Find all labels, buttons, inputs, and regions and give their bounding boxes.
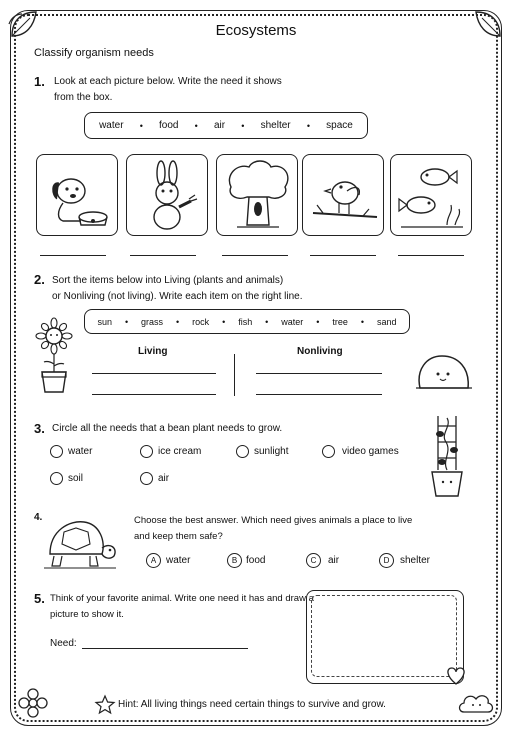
need-answer-line[interactable] — [82, 648, 248, 649]
q1-number: 1. — [34, 74, 45, 89]
q4-text-line2: and keep them safe? — [134, 531, 223, 542]
q5-text-line1: Think of your favorite animal. Write one need it has and draw a — [50, 593, 314, 604]
cloud-icon — [456, 690, 496, 718]
rock-icon — [414, 350, 474, 394]
word-bank-item: water — [99, 120, 124, 131]
q4-choice-label: water — [166, 555, 191, 566]
q1-answer-line[interactable] — [40, 255, 106, 256]
q3-option-label: air — [158, 473, 170, 484]
bean-plant-pot-icon — [424, 412, 470, 500]
nonliving-answer-line[interactable] — [256, 394, 382, 395]
word-bank-item: shelter — [260, 120, 291, 131]
word-bank-item: grass — [141, 316, 164, 327]
picture-box-bird — [302, 154, 384, 236]
q3-text: Circle all the needs that a bean plant needs to grow. — [52, 423, 283, 434]
q1-text-line1: Look at each picture below. Write the need it shows — [54, 76, 282, 87]
q4-choice-letter[interactable]: A — [146, 553, 161, 568]
q2-text-line2: or Nonliving (not living). Write each item on the right line. — [52, 291, 303, 302]
q1-answer-line[interactable] — [222, 255, 288, 256]
q3-option-circle[interactable] — [322, 445, 335, 458]
q3-number: 3. — [34, 421, 45, 436]
q3-option-label: soil — [68, 473, 84, 484]
q3-option-circle[interactable] — [140, 445, 153, 458]
q3-option-label: ice cream — [158, 446, 202, 457]
q1-word-bank: water • food • air • shelter • space — [84, 112, 368, 139]
picture-box-puppy — [36, 154, 118, 236]
q1-answer-line[interactable] — [310, 255, 376, 256]
picture-box-tree — [216, 154, 298, 236]
q1-answer-line[interactable] — [398, 255, 464, 256]
living-answer-line[interactable] — [92, 373, 216, 374]
q2-word-bank: sun • grass • rock • fish • water • tree • sand — [84, 309, 410, 334]
q4-text-line1: Choose the best answer. Which need gives animals a place to live — [134, 515, 413, 526]
flower-corner-icon — [16, 686, 50, 720]
drawing-box[interactable] — [306, 590, 464, 684]
q1-answer-line[interactable] — [130, 255, 196, 256]
q3-option-label: video games — [342, 446, 399, 457]
star-icon — [94, 694, 116, 716]
picture-box-bunny — [126, 154, 208, 236]
need-label: Need: — [50, 638, 77, 649]
heart-icon — [444, 664, 468, 686]
q4-number: 4. — [34, 512, 43, 523]
bird-branch-icon — [303, 155, 385, 237]
word-bank-item: sand — [376, 316, 397, 327]
q3-option-circle[interactable] — [50, 445, 63, 458]
turtle-icon — [40, 514, 120, 572]
q4-choice-letter[interactable]: D — [379, 553, 394, 568]
q4-choice-letter[interactable]: C — [306, 553, 321, 568]
q2-text-line1: Sort the items below into Living (plants and animals) — [52, 275, 284, 286]
living-answer-line[interactable] — [92, 394, 216, 395]
q4-choice-label: food — [246, 555, 266, 566]
q2-number: 2. — [34, 272, 45, 287]
q4-choice-label: shelter — [400, 555, 431, 566]
word-bank-item: food — [159, 120, 179, 131]
living-label: Living — [138, 346, 168, 357]
word-bank-item: sun — [97, 316, 112, 327]
q3-option-circle[interactable] — [236, 445, 249, 458]
drawing-box-inner — [311, 595, 457, 677]
picture-box-fish — [390, 154, 472, 236]
word-bank-item: water — [281, 316, 304, 327]
word-bank-item: rock — [192, 316, 210, 327]
q5-number: 5. — [34, 591, 45, 606]
q1-text-line2: from the box. — [54, 92, 113, 103]
bunny-carrot-icon — [127, 155, 209, 237]
word-bank-item: tree — [332, 316, 348, 327]
page-title: Ecosystems — [215, 22, 297, 39]
page-subtitle: Classify organism needs — [34, 47, 154, 59]
word-bank-item: space — [326, 120, 353, 131]
q3-option-label: sunlight — [254, 446, 289, 457]
word-bank-item: fish — [238, 316, 253, 327]
hint-text: Hint: All living things need certain things to survive and grow. — [118, 699, 386, 710]
flower-pot-icon — [32, 316, 78, 396]
q4-choice-label: air — [328, 555, 340, 566]
q3-option-label: water — [68, 446, 93, 457]
q5-text-line2: picture to show it. — [50, 609, 124, 620]
tree-hollow-icon — [217, 155, 299, 237]
column-divider — [234, 354, 235, 396]
puppy-drinking-icon — [37, 155, 119, 237]
q3-option-circle[interactable] — [140, 472, 153, 485]
nonliving-answer-line[interactable] — [256, 373, 382, 374]
word-bank-item: air — [214, 120, 226, 131]
q4-choice-letter[interactable]: B — [227, 553, 242, 568]
q3-option-circle[interactable] — [50, 472, 63, 485]
fish-water-icon — [391, 155, 473, 237]
nonliving-label: Nonliving — [297, 346, 343, 357]
